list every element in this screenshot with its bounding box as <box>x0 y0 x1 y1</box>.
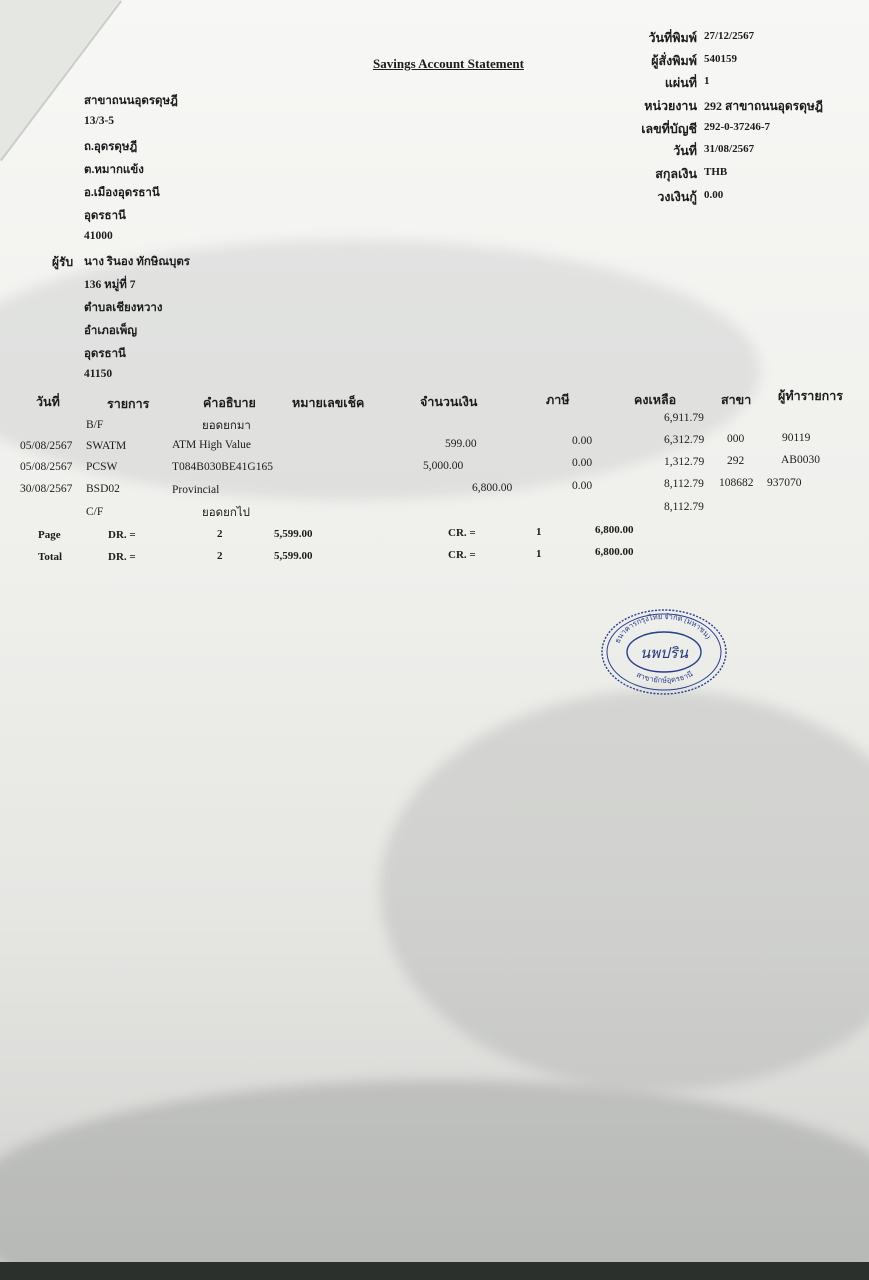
account-no-value: 292-0-37246-7 <box>704 121 770 133</box>
row-date: 05/08/2567 <box>20 440 73 452</box>
summary-label: Page <box>38 529 61 541</box>
summary-dr-count: 2 <box>217 550 223 562</box>
summary-dr-label: DR. = <box>108 551 136 563</box>
row-balance: 6,312.79 <box>664 434 705 446</box>
summary-dr-count: 2 <box>217 528 223 540</box>
row-date: 05/08/2567 <box>20 461 73 473</box>
summary-dr-amount: 5,599.00 <box>274 550 313 562</box>
row-balance: 8,112.79 <box>664 501 704 513</box>
currency-value: THB <box>704 166 728 178</box>
row-debit: 5,000.00 <box>423 460 464 472</box>
unit-value: 292 สาขาถนนอุดรดุษฎี <box>704 99 823 113</box>
row-branch: 000 <box>727 433 745 445</box>
printed-by-value: 540159 <box>704 53 737 65</box>
summary-cr-amount: 6,800.00 <box>595 524 634 536</box>
stamp-text-bottom: สาขายักษ์อุดรธานี <box>634 669 695 685</box>
address-line: 41150 <box>84 368 113 380</box>
row-description: ATM High Value <box>172 439 252 451</box>
address-line: 136 หมู่ที่ 7 <box>84 279 136 291</box>
row-item: SWATM <box>86 440 127 452</box>
col-cheque: หมายเลขเช็ค <box>292 396 365 410</box>
summary-dr-amount: 5,599.00 <box>274 528 313 540</box>
address-line: อำเภอเพ็ญ <box>84 325 138 337</box>
row-item: PCSW <box>86 461 118 473</box>
row-tax: 0.00 <box>572 435 593 447</box>
stamp-text-top: ธนาคารกรุงไทย จำกัด (มหาชน) <box>612 611 713 645</box>
summary-cr-label: CR. = <box>448 549 476 561</box>
paper-shadow <box>0 1080 869 1262</box>
print-date-value: 27/12/2567 <box>704 30 755 42</box>
credit-limit-value: 0.00 <box>704 189 724 201</box>
col-date: วันที่ <box>36 395 60 409</box>
row-teller: 937070 <box>767 477 802 489</box>
row-item: C/F <box>86 506 104 518</box>
recipient-label: ผู้รับ <box>52 255 74 269</box>
statement-date-label: วันที่ <box>673 144 697 158</box>
address-line: ถ.อุดรดุษฎี <box>84 141 138 153</box>
row-teller: AB0030 <box>781 454 820 466</box>
summary-cr-count: 1 <box>536 526 542 538</box>
address-line: อุดรธานี <box>84 210 126 222</box>
col-branch: สาขา <box>721 393 752 407</box>
currency-label: สกุลเงิน <box>655 167 697 181</box>
summary-label: Total <box>38 551 63 563</box>
stamp-signature: นพปริน <box>640 646 688 662</box>
col-item: รายการ <box>107 397 150 411</box>
summary-cr-label: CR. = <box>448 527 476 539</box>
col-description: คำอธิบาย <box>203 396 256 410</box>
row-debit: 599.00 <box>445 438 477 450</box>
sheet-no-label: แผ่นที่ <box>664 76 697 90</box>
col-amount: จำนวนเงิน <box>420 395 478 409</box>
row-teller: 90119 <box>782 432 811 444</box>
row-tax: 0.00 <box>572 480 593 492</box>
address-line: 41000 <box>84 230 113 242</box>
row-item: BSD02 <box>86 483 120 495</box>
printed-by-label: ผู้สั่งพิมพ์ <box>651 54 697 68</box>
row-description: Provincial <box>172 484 220 496</box>
col-balance: คงเหลือ <box>634 393 677 407</box>
row-description: ยอดยกมา <box>202 420 251 432</box>
address-line: ตำบลเชียงหวาง <box>84 302 163 314</box>
statement-date-value: 31/08/2567 <box>704 143 755 155</box>
print-date-label: วันที่พิมพ์ <box>648 31 697 45</box>
address-line: ต.หมากแข้ง <box>84 164 144 176</box>
row-branch: 292 <box>727 455 745 467</box>
background-bottom <box>0 1262 869 1280</box>
col-tax: ภาษี <box>546 393 570 407</box>
row-tax: 0.00 <box>572 457 593 469</box>
sheet-no-value: 1 <box>704 75 710 87</box>
row-balance: 8,112.79 <box>664 478 704 490</box>
account-no-label: เลขที่บัญชี <box>641 122 697 136</box>
row-description: ยอดยกไป <box>202 507 250 519</box>
paper-shadow <box>380 690 869 1090</box>
summary-dr-label: DR. = <box>108 529 136 541</box>
row-description: T084B030BE41G165 <box>172 461 273 473</box>
row-credit: 6,800.00 <box>472 482 513 494</box>
credit-limit-label: วงเงินกู้ <box>657 190 697 204</box>
row-balance: 1,312.79 <box>664 456 705 468</box>
recipient-name: นาง รินอง ทักษิณบุตร <box>84 256 190 268</box>
address-line: อุดรธานี <box>84 348 126 360</box>
summary-cr-count: 1 <box>536 548 542 560</box>
row-balance: 6,911.79 <box>664 412 704 424</box>
address-line: อ.เมืองอุดรธานี <box>84 187 160 199</box>
unit-label: หน่วยงาน <box>644 99 697 113</box>
row-date: 30/08/2567 <box>20 483 73 495</box>
row-branch: 108682 <box>719 477 754 489</box>
col-teller: ผู้ทำรายการ <box>778 389 843 403</box>
statement-title: Savings Account Statement <box>373 56 524 71</box>
address-line: 13/3-5 <box>84 115 115 127</box>
row-item: B/F <box>86 419 104 431</box>
summary-cr-amount: 6,800.00 <box>595 546 634 558</box>
address-line: สาขาถนนอุดรดุษฎี <box>84 95 178 107</box>
bank-stamp <box>600 607 728 697</box>
